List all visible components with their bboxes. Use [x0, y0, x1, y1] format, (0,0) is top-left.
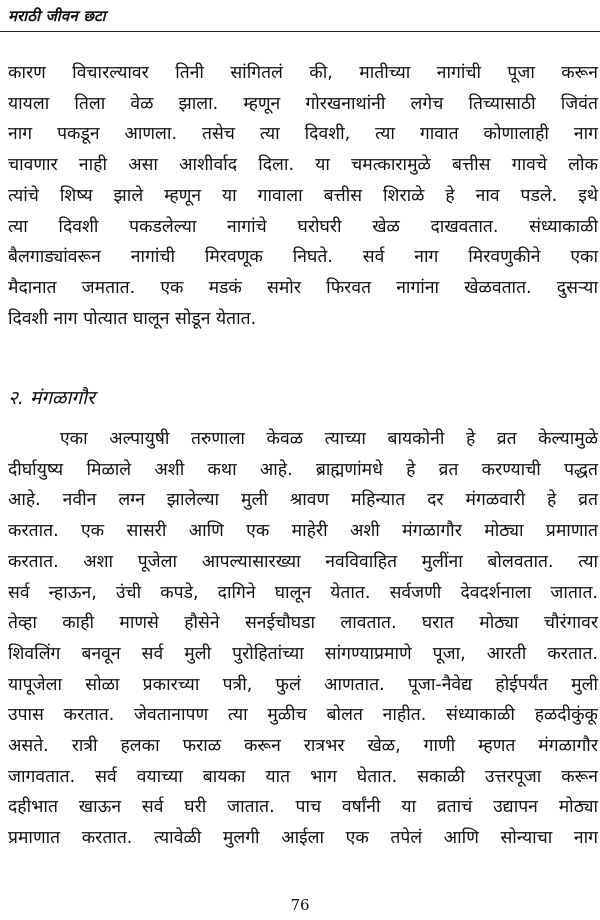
running-header: मराठी जीवन छटा: [8, 7, 106, 25]
text-line: शिवलिंग बनवून सर्व मुली पुरोहितांच्या सांगण्याप्रमाणे पूजा, आरती करतात.: [8, 643, 598, 664]
text-line: त्या दिवशी पकडलेल्या नागांचे घरोघरी खेळ दाखवतात. संध्याकाळी: [8, 216, 598, 237]
paragraph-2: [8, 424, 598, 854]
text-line: बैलगाड्यांवरून नागांची मिरवणूक निघते. सर्व नाग मिरवणुकीने एका: [8, 247, 598, 268]
text-line: यायला तिला वेळ झाला. म्हणून गोरखनाथांनी लगेच तिच्यासाठी जिवंत: [8, 93, 598, 114]
text-line: नाग पकडून आणला. तसेच त्या दिवशी, त्या गावात कोणालाही नाग: [8, 124, 598, 145]
page-number: 76: [290, 896, 310, 914]
text-line: जागवतात. सर्व वयाच्या बायका यात भाग घेतात. सकाळी उत्तरपूजा करून: [8, 766, 598, 787]
section-heading-mangalagaur: २. मंगळागौर: [8, 387, 95, 409]
text-line: कारण विचारल्यावर तिनी सांगितलं की, मातीच्या नागांची पूजा करून: [8, 63, 598, 83]
text-line: त्यांचे शिष्य झाले म्हणून या गावाला बत्तीस शिराळे हे नाव पडले. इथे: [8, 185, 598, 206]
paragraph-1: [8, 58, 598, 334]
text-line: तेव्हा काही माणसे हौसेने सनईचौघडा लावतात. घरात मोठ्या चौरंगावर: [8, 613, 598, 634]
text-line: एका अल्पायुषी तरुणाला केवळ त्याच्या बायकोनी हे व्रत केल्यामुळे: [60, 429, 598, 449]
text-line: चावणार नाही असा आशीर्वाद दिला. या चमत्कारामुळे बत्तीस गावचे लोक: [8, 155, 598, 176]
text-line: असते. रात्री हलका फराळ करून रात्रभर खेळ, गाणी म्हणत मंगळागौर: [8, 736, 598, 757]
text-line: दीर्घायुष्य मिळाले अशी कथा आहे. ब्राह्मणांमधे हे व्रत करण्याची पद्धत: [8, 459, 598, 480]
header-rule: [0, 31, 600, 32]
text-line: यापूजेला सोळा प्रकारच्या पत्री, फुलं आणतात. पूजा-नैवेद्य होईपर्यंत मुली: [8, 674, 598, 695]
text-line: उपास करतात. जेवतानापण त्या मुळीच बोलत नाहीत. संध्याकाळी हळदीकुंकू: [8, 705, 598, 726]
text-line: आहे. नवीन लग्न झालेल्या मुली श्रावण महिन्यात दर मंगळवारी हे व्रत: [8, 490, 598, 511]
text-line: दहीभात खाऊन सर्व घरी जातात. पाच वर्षांनी या व्रताचं उद्यापन मोठ्या: [8, 797, 598, 818]
text-line: करतात. अशा पूजेला आपल्यासारख्या नवविवाहित मुलींना बोलवतात. त्या: [8, 551, 598, 572]
text-line: सर्व न्हाऊन, उंची कपडे, दागिने घालून येतात. सर्वजणी देवदर्शनाला जातात.: [8, 582, 598, 603]
text-line: करतात. एक सासरी आणि एक माहेरी अशी मंगळागौर मोठ्या प्रमाणात: [8, 521, 598, 542]
text-line: दिवशी नाग पोत्यात घालून सोडून येतात.: [8, 308, 257, 329]
text-line: प्रमाणात करतात. त्यावेळी मुलगी आईला एक तपेलं आणि सोन्याचा नाग: [8, 828, 598, 849]
text-line: मैदानात जमतात. एक मडकं समोर फिरवत नागांना खेळवतात. दुसऱ्या: [8, 277, 598, 298]
